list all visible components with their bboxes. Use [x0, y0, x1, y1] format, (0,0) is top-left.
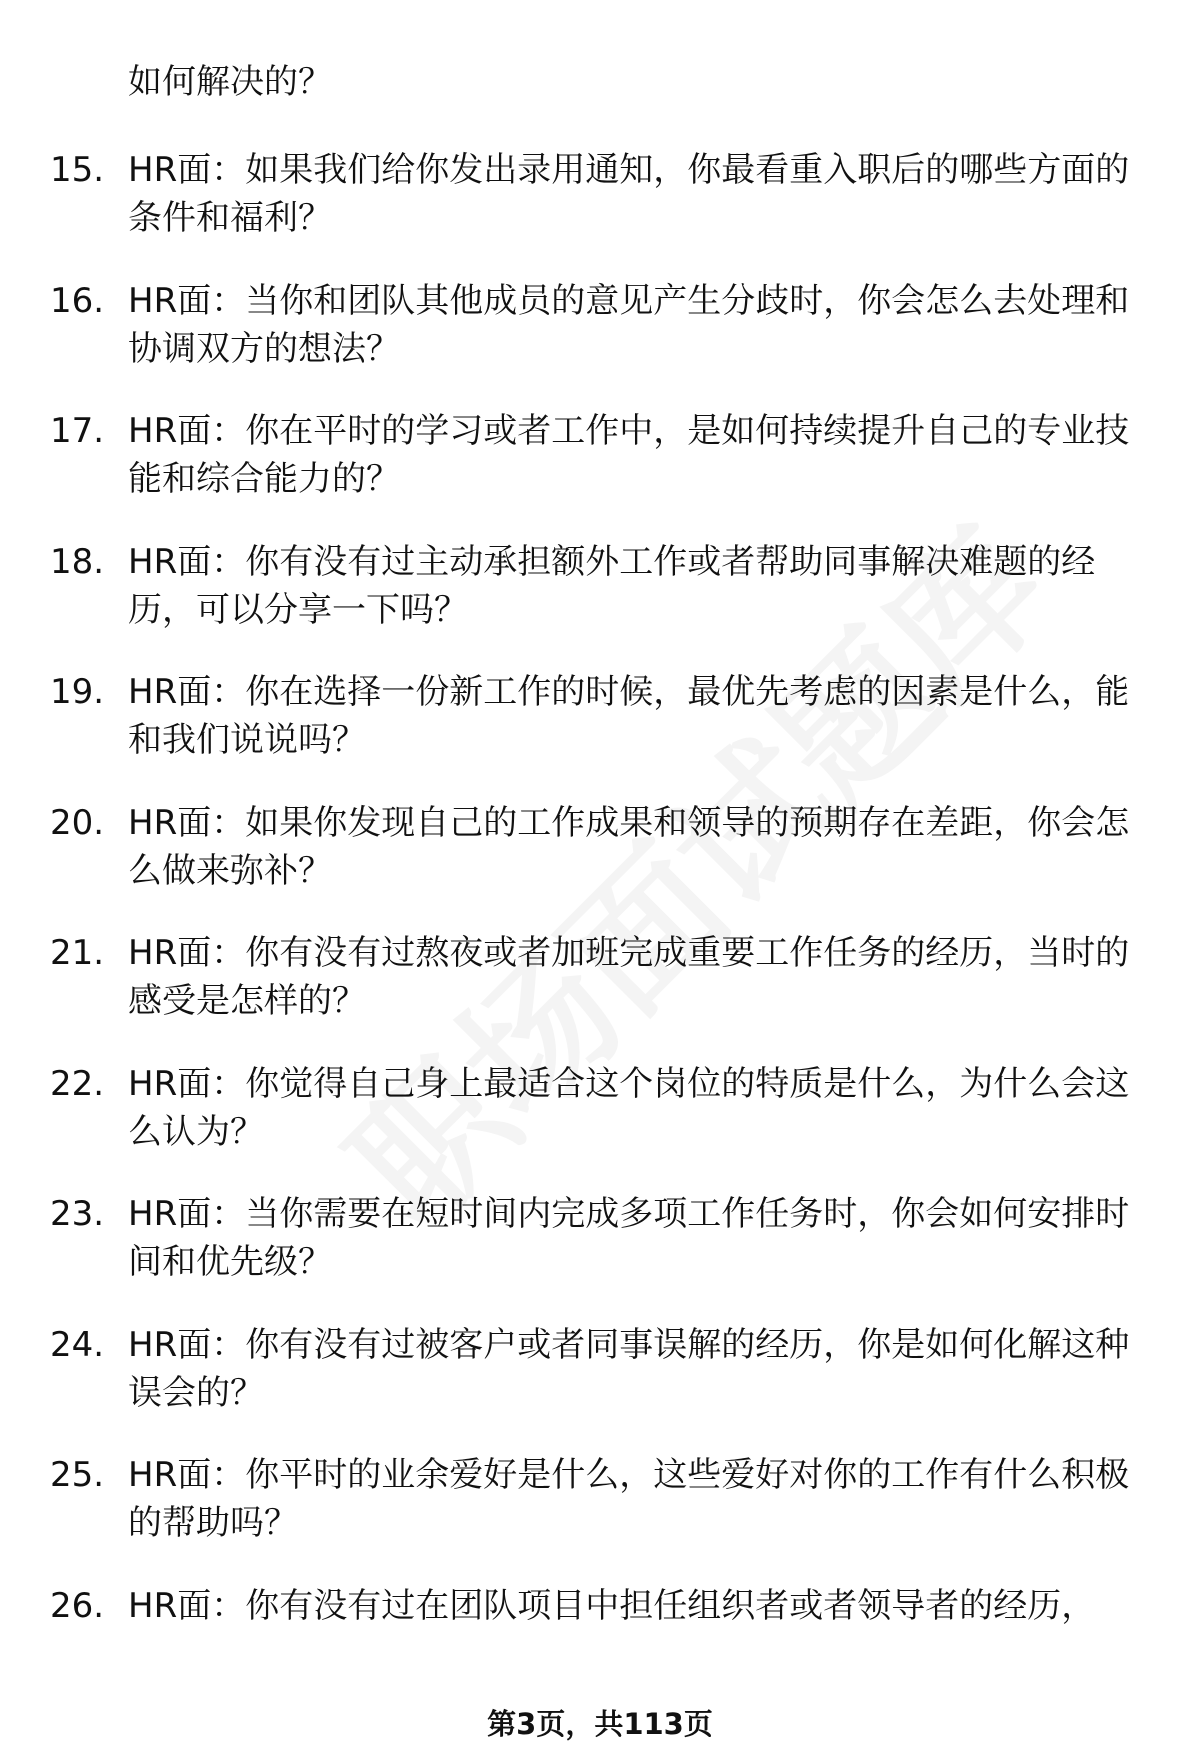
list-item [0, 929, 1200, 1060]
page-footer: 第3页，共113页 [487, 1707, 713, 1741]
question-number: 21. [50, 933, 105, 973]
question-text: HR面：你有没有过熬夜或者加班完成重要工作任务的经历，当时的感受是怎样的？ [128, 933, 1130, 1021]
question-text: HR面：如果我们给你发出录用通知，你最看重入职后的哪些方面的条件和福利？ [128, 150, 1130, 238]
question-number: 23. [50, 1194, 105, 1234]
question-number: 25. [50, 1455, 105, 1495]
list-item [0, 146, 1200, 277]
list-item [0, 1582, 1200, 1713]
question-number: 22. [50, 1063, 105, 1104]
question-number: 15. [50, 150, 105, 190]
list-item [0, 668, 1200, 799]
list-item [0, 1321, 1200, 1452]
question-text: HR面：当你需要在短时间内完成多项工作任务时，你会如何安排时间和优先级？ [128, 1194, 1130, 1282]
list-item [0, 1190, 1200, 1321]
list-item [0, 277, 1200, 408]
list-item [0, 799, 1200, 930]
list-item [0, 1451, 1200, 1582]
question-number: 18. [50, 541, 105, 582]
question-text: HR面：当你和团队其他成员的意见产生分歧时，你会怎么去处理和协调双方的想法？ [128, 280, 1130, 369]
list-item [0, 1060, 1200, 1191]
question-text: HR面：你平时的业余爱好是什么，这些爱好对你的工作有什么积极的帮助吗？ [128, 1455, 1130, 1543]
question-number: 17. [50, 411, 105, 451]
question-text: HR面：你有没有过在团队项目中担任组织者或者领导者的经历， [128, 1585, 1096, 1626]
question-text: HR面：你有没有过被客户或者同事误解的经历，你是如何化解这种误会的？ [128, 1324, 1130, 1413]
question-text: HR面：如果你发现自己的工作成果和领导的预期存在差距，你会怎么做来弥补？ [128, 802, 1130, 891]
list-item [0, 407, 1200, 538]
question-list [0, 146, 1200, 1712]
question-number: 20. [50, 802, 105, 843]
question-text: HR面：你有没有过主动承担额外工作或者帮助同事解决难题的经历，可以分享一下吗？ [128, 541, 1096, 630]
question-text: HR面：你觉得自己身上最适合这个岗位的特质是什么，为什么会这么认为？ [128, 1063, 1130, 1152]
question-text: HR面：你在选择一份新工作的时候，最优先考虑的因素是什么，能和我们说说吗？ [128, 672, 1130, 760]
question-number: 26. [50, 1585, 105, 1626]
question-text: HR面：你在平时的学习或者工作中，是如何持续提升自己的专业技能和综合能力的？ [128, 411, 1130, 499]
list-item [0, 538, 1200, 669]
question-number: 19. [50, 672, 105, 712]
question-number: 16. [50, 280, 105, 321]
continuation-text: 如何解决的？ [128, 62, 332, 102]
question-number: 24. [50, 1324, 105, 1365]
